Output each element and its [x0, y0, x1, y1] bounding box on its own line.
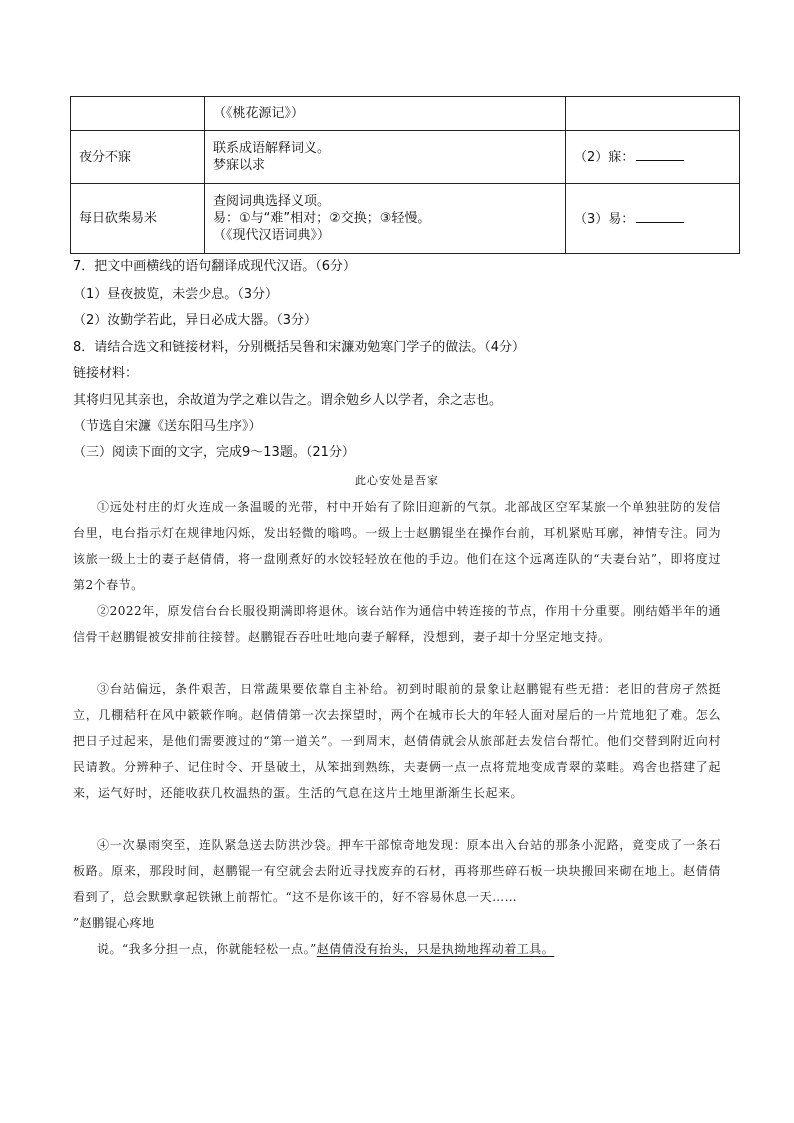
question-8: 8．请结合选文和链接材料，分别概括吴鲁和宋濂劝勉寒门学子的做法。（4分） [73, 340, 526, 355]
question-7-1: （1）昼夜披览，未尝少息。（3分） [73, 287, 279, 302]
vocab-table [70, 96, 740, 254]
paragraph-text-part: 说。“我多分担一点，你就能轻松一点。” [97, 942, 317, 956]
paragraph-text-tail [73, 910, 721, 936]
paragraph-text: ②2022年，原发信台台长服役期满即将退休。该台站作为通信中转连接的节点，作用十分重要。刚结婚半年的通信骨干赵鹏锟被安排前往接替。赵鹏锟吞吞吐吐地向妻子解释，没想到，妻子却十分坚定地支持。 [73, 604, 721, 644]
story-paragraph-3 [73, 676, 721, 806]
question-7: 7．把文中画横线的语句翻译成现代汉语。（6分） [73, 259, 357, 274]
link-material-source: （节选自宋濂《送东阳马生序》） [73, 419, 262, 434]
table-row [71, 97, 740, 131]
story-title: 此心安处是吾家 [355, 474, 439, 487]
table-row [71, 131, 740, 184]
method-line: （《桃花源记》） [213, 106, 305, 121]
answer-blank[interactable] [636, 148, 684, 161]
answer-label: （2）寐： [574, 150, 635, 165]
paragraph-text-part: ”赵鹏锟心疼地 [73, 916, 155, 930]
story-paragraph-2 [73, 598, 721, 650]
method-line: 梦寐以求 [213, 158, 266, 173]
method-line: 联系成语解释词义。 [213, 141, 331, 156]
question-7-2: （2）汝勤学若此，异日必成大器。（3分） [73, 313, 318, 328]
table-row [71, 184, 740, 254]
paragraph-text [73, 832, 721, 910]
word-cell [71, 97, 205, 131]
paragraph-text-part: ④一次暴雨突至，连队紧急送去防洪沙袋。押车干部惊奇地发现：原本出入台站的那条小泥路，竟变成了一条石板路。原来，那段时间，赵鹏锟一有空就会去附近寻找废弃的石材，再将那些碎石板一块块搬回来砌在地上。赵倩倩看到了，总会默默拿起铁锹上前帮忙。“这不是你该干的，好不容易休息一天…… [73, 838, 721, 904]
paragraph-text: ③台站偏远，条件艰苦，日常蔬果要依靠自主补给。初到时眼前的景象让赵鹏锟有些无措：老旧的营房孑然挺立，几棚秸秆在风中簌簌作响。赵倩倩第一次去探望时，两个在城市长大的年轻人面对屋后的一片荒地犯了难。怎么把日子过起来，是他们需要渡过的“第一道关”。一到周末，赵倩倩就会从旅部赶去发信台帮忙。他们交替到附近向村民请教。分辨种子、记住时令、开垦破土，从笨拙到熟练，夫妻俩一点一点将荒地变成青翠的菜畦。鸡舍也搭建了起来，运气好时，还能收获几枚温热的蛋。生活的气息在这片土地里渐渐生长起来。 [73, 682, 721, 800]
method-cell [205, 97, 566, 131]
method-cell [205, 131, 566, 184]
link-material-text: 其将归见其亲也，余故道为学之难以告之。谓余勉乡人以学者，余之志也。 [73, 393, 503, 408]
answer-blank[interactable] [636, 210, 684, 223]
method-line: （《现代汉语词典》） [213, 228, 331, 243]
answer-cell [566, 184, 740, 254]
method-line: 查阅词典选择义项。 [213, 194, 331, 209]
story-paragraph-1 [73, 494, 721, 598]
underlined-sentence: 赵倩倩没有抬头，只是执拗地挥动着工具。 [316, 942, 555, 956]
word-cell: 夜分不寐 [71, 131, 205, 184]
method-line: 易：①与“难”相对；②交换；③轻慢。 [213, 211, 431, 226]
story-paragraph-4 [73, 832, 721, 962]
answer-label: （3）易： [574, 211, 635, 227]
paragraph-text: ①远处村庄的灯火连成一条温暖的光带，村中开始有了除旧迎新的气氛。北部战区空军某旅一个单独驻防的发信台里，电台指示灯在规律地闪烁，发出轻微的嗡鸣。一级上士赵鹏锟坐在操作台前，耳机紧贴耳廓，神情专注。同为该旅一级上士的妻子赵倩倩，将一盘刚煮好的水饺轻轻放在他的手边。他们在这个远离连队的“夫妻台站”，即将度过第2个春节。 [73, 500, 721, 592]
answer-cell [566, 131, 740, 184]
link-material-label: 链接材料： [73, 366, 139, 381]
paragraph-text-continued [73, 936, 721, 962]
answer-cell [566, 97, 740, 131]
method-cell [205, 184, 566, 254]
word-cell: 每日砍柴易米 [71, 184, 205, 254]
section-3-heading: （三）阅读下面的文字，完成9～13题。（21分） [73, 445, 355, 460]
